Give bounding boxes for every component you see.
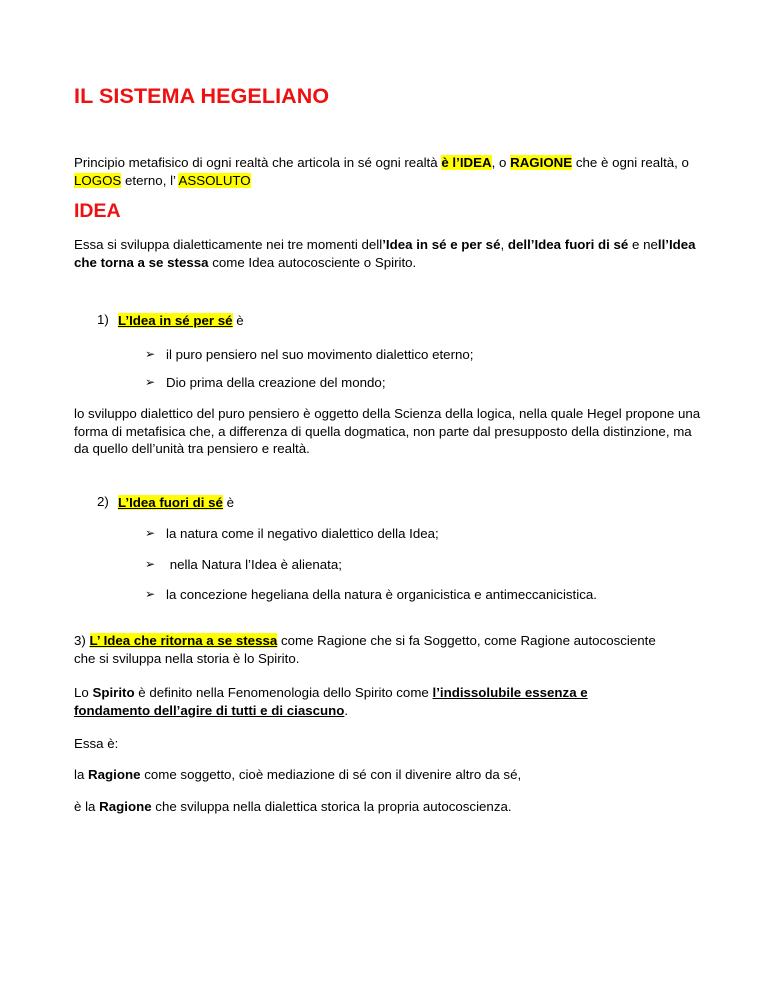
list-number: 2) [97,494,109,509]
bold-text: dell’Idea fuori di sé [507,237,629,252]
underlined-definition: l’indissolubile essenza e fondamento dell’agire di tutti e di ciascuno [74,685,588,718]
list-item: Dio prima della creazione del mondo; [166,375,386,390]
bold-text: Spirito [92,685,135,700]
arrow-bullet-icon: ➢ [145,557,156,571]
intro-bold: è l’ [441,155,460,170]
intro-text: , o [491,155,511,170]
intro-paragraph [74,154,704,189]
intro-text: eterno, l’ [121,172,179,188]
essa-line: Essa è: [74,736,119,751]
moment-label: L’Idea fuori di sé [118,495,223,510]
arrow-bullet-icon: ➢ [145,347,156,361]
text: . [344,702,349,718]
text: come Idea autocosciente o Spirito. [208,254,417,270]
moment-2-heading [118,494,234,512]
moment-label: L’Idea in sé per sé [118,313,233,328]
arrow-bullet-icon: ➢ [145,375,156,389]
text: Essa si sviluppa dialetticamente nei tre momenti dell [74,237,383,252]
arrow-bullet-icon: ➢ [145,526,156,540]
assoluto-highlight: ASSOLUTO [178,172,251,188]
list-item: nella Natura l’Idea è alienata; [166,557,342,572]
list-item: il puro pensiero nel suo movimento dialettico eterno; [166,347,474,362]
bold-text: ll’Idea che torna a se stessa [74,237,696,270]
list-number: 3) [74,633,90,648]
list-item: la natura come il negativo dialettico della Idea; [166,526,439,541]
moment-1-heading [118,312,244,330]
idea-paragraph [74,236,704,271]
text: è definito nella Fenomenologia dello Spirito come [134,685,433,700]
intro-text: che è ogni realtà, o [572,155,689,170]
logic-paragraph: lo sviluppo dialettico del puro pensiero è oggetto della Scienza della logica, nella quale Hegel propone una forma di metafisica che, a differenza di quella dogmatica, non parte dal presupposto della distinzione, ma da quello dell’unità tra pensiero e realtà. [74,406,701,456]
text: e ne [628,237,658,252]
moment-3-paragraph [74,632,664,667]
idea-highlight: IDEA [459,155,492,170]
text: che sviluppa nella dialettica storica la propria autocoscienza. [151,799,512,814]
moment-label: L’ Idea che ritorna a se stessa [89,633,278,648]
intro-text: Principio metafisico di ogni realtà che articola in sé ogni realtà [74,155,442,170]
text: è [222,495,235,510]
text: come soggetto, cioè mediazione di sé con il divenire altro da sé, [140,767,522,782]
text: è [232,313,244,328]
page-title: IL SISTEMA HEGELIANO [74,84,330,108]
logos-highlight: LOGOS [74,172,122,188]
text: la [74,767,89,782]
text: è la [74,799,100,814]
list-item: la concezione hegeliana della natura è organicistica e antimeccanicistica. [166,587,597,602]
arrow-bullet-icon: ➢ [145,587,156,601]
text: , [500,237,508,252]
text: come Ragione che si fa Soggetto, come Ragione autocosciente che si sviluppa nella storia è lo Spirito. [74,633,656,666]
ragione-line-2 [74,798,704,816]
text: Lo [74,685,93,700]
spirito-paragraph [74,684,634,719]
section-title: IDEA [74,200,121,222]
ragione-line-1 [74,766,704,784]
bold-text: ’Idea in sé e per sé [382,237,501,252]
list-number: 1) [97,312,109,327]
bold-text: Ragione [88,767,141,782]
bold-text: Ragione [99,799,152,814]
ragione-highlight: RAGIONE [510,155,573,170]
